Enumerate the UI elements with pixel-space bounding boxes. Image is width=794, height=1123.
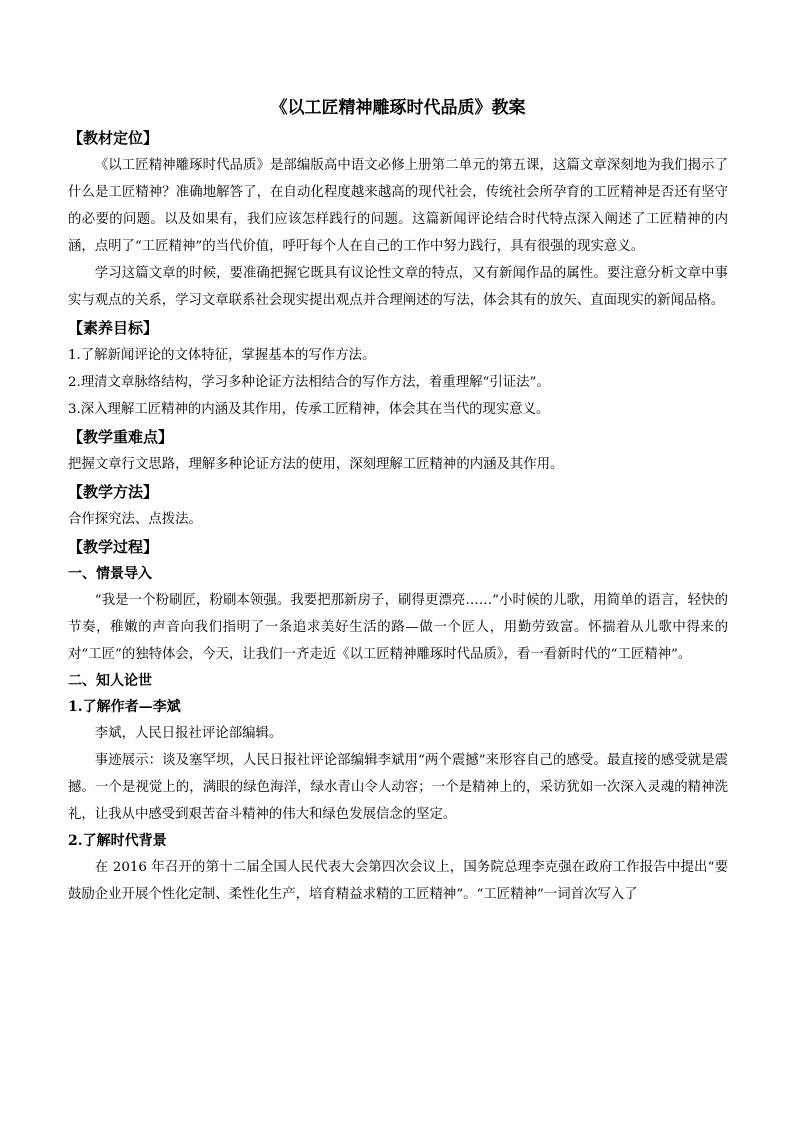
process-part2-heading: 二、知人论世 bbox=[68, 673, 152, 689]
process-part2-sub2-heading: 2.了解时代背景 bbox=[68, 833, 167, 849]
position-paragraph-1: 《以工匠精神雕琢时代品质》是部编版高中语文必修上册第二单元的第五课，这篇文章深刻地为我们揭示了什么是工匠精神？准确地解答了，在自动化程度越来越高的现代社会，传统社会所孕育的工匠精神是否还有坚守的必要的问题。以及如果有，我们应该怎样践行的问题。这篇新闻评论结合时代特点深入阐述了工匠精神的内涵，点明了“工匠精神”的当代价值，呼吁每个人在自己的工作中努力践行，具有很强的现实意义。 bbox=[68, 158, 728, 254]
background-paragraph: 在 2016 年召开的第十二届全国人民代表大会第四次会议上，国务院总理李克强在政府工作报告中提出“要鼓励企业开展个性化定制、柔性化生产，培育精益求精的工匠精神”。“工匠精神”一词首次写入了 bbox=[68, 860, 728, 902]
section-heading-goals: 【素养目标】 bbox=[68, 319, 159, 337]
process-part2-sub1-heading: 1.了解作者—李斌 bbox=[68, 699, 181, 715]
goal-item-3: 3.深入理解工匠精神的内涵及其作用，传承工匠精神，体会其在当代的现实意义。 bbox=[68, 402, 550, 417]
methods-text: 合作探究法、点拨法。 bbox=[68, 512, 202, 527]
section-heading-methods: 【教学方法】 bbox=[68, 483, 159, 501]
author-intro: 李斌，人民日报社评论部编辑。 bbox=[94, 726, 283, 741]
keypoints-text: 把握文章行文思路，理解多种论证方法的使用，深刻理解工匠精神的内涵及其作用。 bbox=[68, 457, 564, 472]
process-part1-heading: 一、情景导入 bbox=[68, 566, 152, 582]
section-heading-position: 【教材定位】 bbox=[68, 129, 159, 147]
document-title: 《以工匠精神雕琢时代品质》教案 bbox=[270, 98, 526, 118]
process-part1-text: “我是一个粉刷匠，粉刷本领强。我要把那新房子，刷得更漂亮……”小时候的儿歌，用简单的语言，轻快的节奏，稚嫩的声音向我们指明了一条追求美好生活的路—做一个匠人，用勤劳致富。怀揣着从儿歌中得来的对“工匠”的独特体会，今天，让我们一齐走近《以工匠精神雕琢时代品质》，看一看新时代的“工匠精神”。 bbox=[68, 593, 728, 662]
document-page bbox=[68, 96, 728, 908]
author-story: 事迹展示：谈及塞罕坝，人民日报社评论部编辑李斌用“两个震撼”来形容自己的感受。最直接的感受就是震撼。一个是视觉上的，满眼的绿色海洋，绿水青山令人动容；一个是精神上的，采访犹如一次深入灵魂的精神洗礼，让我从中感受到艰苦奋斗精神的伟大和绿色发展信念的坚定。 bbox=[68, 753, 728, 822]
position-paragraph-2: 学习这篇文章的时候，要准确把握它既具有议论性文章的特点，又有新闻作品的属性。要注意分析文章中事实与观点的关系，学习文章联系社会现实提出观点并合理阐述的写法，体会其有的放矢、直面现实的新闻品格。 bbox=[68, 266, 728, 308]
goal-item-1: 1.了解新闻评论的文体特征，掌握基本的写作方法。 bbox=[68, 348, 376, 363]
goal-item-2: 2.理清文章脉络结构，学习多种论证方法相结合的写作方法，着重理解“引证法”。 bbox=[68, 375, 550, 390]
section-heading-keypoints: 【教学重难点】 bbox=[68, 428, 174, 446]
section-heading-process: 【教学过程】 bbox=[68, 538, 159, 556]
